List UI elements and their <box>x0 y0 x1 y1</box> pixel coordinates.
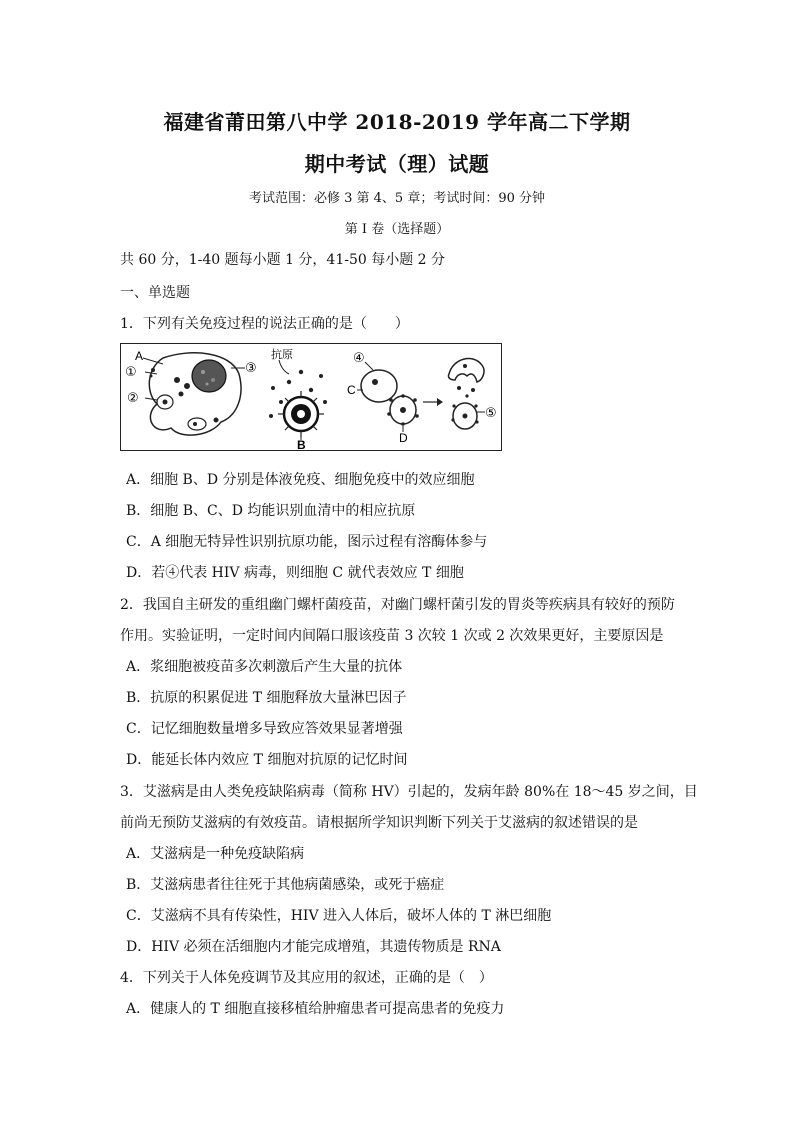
label-5: ⑤ <box>485 406 497 421</box>
label-c: C <box>347 383 356 397</box>
question-3-stem-line1: 3．艾滋病是由人类免疫缺陷病毒（简称 HV）引起的，发病年龄 80%在 18～45 岁之间，目 <box>120 784 698 800</box>
question-2-option-b[interactable]: B．抗原的积累促进 T 细胞释放大量淋巴因子 <box>126 690 407 706</box>
question-1-option-d[interactable]: D．若④代表 HIV 病毒，则细胞 C 就代表效应 T 细胞 <box>126 565 464 581</box>
question-1-stem: 1．下列有关免疫过程的说法正确的是（ ） <box>120 316 409 332</box>
question-4-option-a[interactable]: A．健康人的 T 细胞直接移植给肿瘤患者可提高患者的免疫力 <box>126 1001 505 1017</box>
question-1-option-a[interactable]: A．细胞 B、D 分别是体液免疫、细胞免疫中的效应细胞 <box>126 472 475 488</box>
question-3-option-a[interactable]: A．艾滋病是一种免疫缺陷病 <box>126 846 305 862</box>
score-note: 共 60 分，1-40 题每小题 1 分，41-50 每小题 2 分 <box>120 252 446 268</box>
question-1-option-b[interactable]: B．细胞 B、C、D 均能识别血清中的相应抗原 <box>126 503 416 519</box>
question-3-option-b[interactable]: B．艾滋病患者往往死于其他病菌感染，或死于癌症 <box>126 877 445 893</box>
question-2-option-c[interactable]: C．记忆细胞数量增多导致应答效果显著增强 <box>126 721 403 737</box>
question-2-option-d[interactable]: D．能延长体内效应 T 细胞对抗原的记忆时间 <box>126 752 408 768</box>
label-antigen: 抗原 <box>271 348 293 361</box>
immune-diagram <box>121 344 501 450</box>
question-2-stem-line1: 2．我国自主研发的重组幽门螺杆菌疫苗，对幽门螺杆菌引发的胃炎等疾病具有较好的预防 <box>120 597 675 613</box>
question-3-option-d[interactable]: D．HIV 必须在活细胞内才能完成增殖，其遗传物质是 RNA <box>126 939 501 955</box>
question-3-option-c[interactable]: C．艾滋病不具有传染性，HIV 进入人体后，破坏人体的 T 淋巴细胞 <box>126 908 552 924</box>
label-d: D <box>399 431 408 445</box>
section-heading: 一、单选题 <box>120 285 190 301</box>
label-1: ① <box>125 365 137 380</box>
label-a: A <box>135 349 144 363</box>
label-b: B <box>297 438 306 450</box>
page-title: 福建省莆田第八中学 2018-2019 学年高二下学期 <box>163 110 631 134</box>
question-2-stem-line2: 作用。实验证明，一定时间内间隔口服该疫苗 3 次较 1 次或 2 次效果更好，主要原因是 <box>120 628 664 644</box>
question-1-option-c[interactable]: C．A 细胞无特异性识别抗原功能，图示过程有溶酶体参与 <box>126 534 488 550</box>
lysed-cell <box>448 359 484 382</box>
cell-c-outline <box>361 370 397 402</box>
page-subtitle: 期中考试（理）试题 <box>304 152 490 176</box>
question-3-stem-line2: 前尚无预防艾滋病的有效疫苗。请根据所学知识判断下列关于艾滋病的叙述错误的是 <box>120 815 638 831</box>
cell-a-nucleus <box>192 360 226 392</box>
question-4-stem: 4．下列关于人体免疫调节及其应用的叙述，正确的是（ ） <box>120 970 493 986</box>
label-3: ③ <box>245 361 257 376</box>
label-2: ② <box>127 391 139 406</box>
question-2-option-a[interactable]: A．浆细胞被疫苗多次刺激后产生大量的抗体 <box>126 659 403 675</box>
immune-process-figure <box>120 343 502 451</box>
volume-heading: 第 I 卷（选择题） <box>344 222 450 237</box>
exam-info: 考试范围：必修 3 第 4、5 章；考试时间：90 分钟 <box>248 191 546 206</box>
label-4: ④ <box>353 351 365 366</box>
